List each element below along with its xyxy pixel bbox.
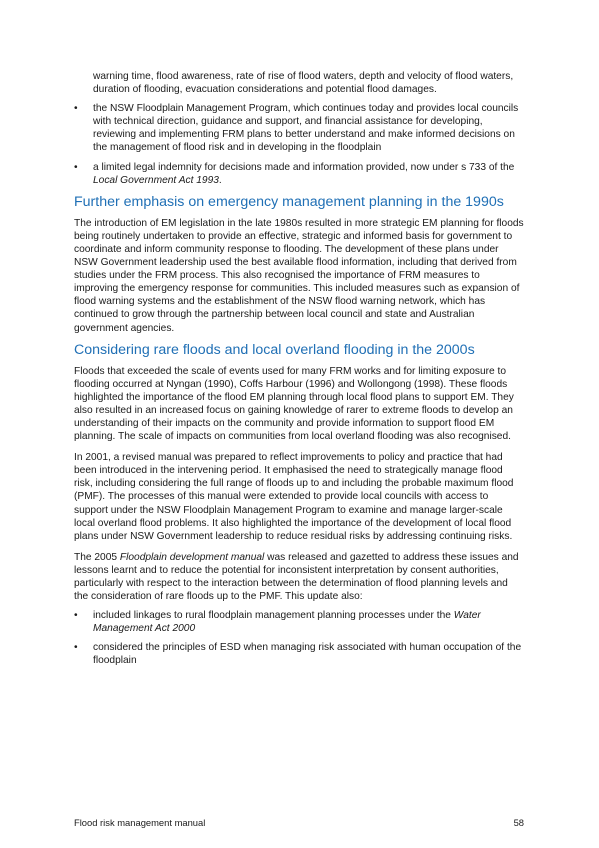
section-paragraph: The introduction of EM legislation in the late 1980s resulted in more strategic EM planning for floods being routinely undertaken to provide an effective, strategic and informed basis for government to coordinate and inform community response to flooding. The development of these plans under NSW Government leadership used the best available flood information, including that derived from studies under the FRM process. This also recognised the importance of FRM measures to improving the emergency response for communities. This included measures such as expansion of flood warning systems and the establishment of the NSW flood warning network, which has continued to grow through the partnership between local council and state and Australian government agencies. [74,217,524,334]
bullet-list-top [74,102,524,187]
footer-title: Flood risk management manual [74,817,206,828]
list-item [74,641,524,667]
bullet-glyph: • [74,642,78,654]
section-heading: Further emphasis on emergency management planning in the 1990s [74,193,504,210]
bullet-glyph: • [74,103,78,115]
bullet-glyph: • [74,161,78,173]
list-item-text: the NSW Floodplain Management Program, which continues today and provides local councils with technical direction, guidance and support, and financial assistance for developing, reviewing and implementing FRM plans to better understand and make informed decisions on the management of flood risk and in developing in the floodplain [93,103,519,154]
section-paragraph: Floods that exceeded the scale of events used for many FRM works and for limiting exposure to flooding occurred at Nyngan (1990), Coffs Harbour (1996) and Wollongong (1998). These floods highlighted the importance of the flood EM planning through local flood plans to support EM. They also resulted in an increased focus on gaining knowledge of rarer to extreme floods to develop an understanding of their impacts on the community and provide information to support flood EM planning. The scale of impacts on communities from local overland flooding was also recognised. [74,365,514,443]
section-heading: Considering rare floods and local overland flooding in the 2000s [74,341,475,358]
section-paragraph: In 2001, a revised manual was prepared to reflect improvements to policy and practice that had been introduced in the intervening period. It emphasised the need to strategically manage flood risk, including considering the full range of floods up to and including the probable maximum flood (PMF). The processes of this manual were extended to provide local councils with access to support under the NSW Floodplain Management Program to examine and manage larger-scale local overland flood problems. It also highlighted the importance of the development of local flood plans under NSW Government leadership to reduce residual risks by addressing continuing risks. [74,452,514,542]
act-citation: Water Management Act 2000 [93,610,481,635]
list-item-text: a limited legal indemnity for decisions made and information provided, now under s 733 of the [93,161,515,173]
list-item-text: included linkages to rural floodplain management planning processes under the [93,610,454,622]
list-item-text-end: . [218,174,222,186]
list-item [74,609,524,635]
paragraph-text: The 2005 [74,551,120,563]
page-number: 58 [513,817,524,828]
document-citation: Floodplain development manual [119,551,265,563]
list-item [74,161,524,187]
list-item-text: considered the principles of ESD when managing risk associated with human occupation of the floodplain [93,642,522,667]
list-item [74,102,524,154]
section-paragraph [74,551,524,603]
bullet-list-bottom [74,609,524,667]
continuation-text: warning time, flood awareness, rate of rise of flood waters, depth and velocity of flood waters, duration of flooding, evacuation considerations and potential flood damages. [93,71,514,96]
bullet-glyph: • [74,610,78,622]
page-body [74,70,524,668]
paragraph-text-end: was released and gazetted to address these issues and lessons learnt and to reduce the potential for inconsistent interpretation by consent authorities, particularly with respect to the interaction between the determination of flood planning levels and the consideration of rare floods up to the PMF. This update also: [74,551,519,603]
page-footer [74,817,524,829]
act-citation: Local Government Act 1993 [93,174,219,186]
